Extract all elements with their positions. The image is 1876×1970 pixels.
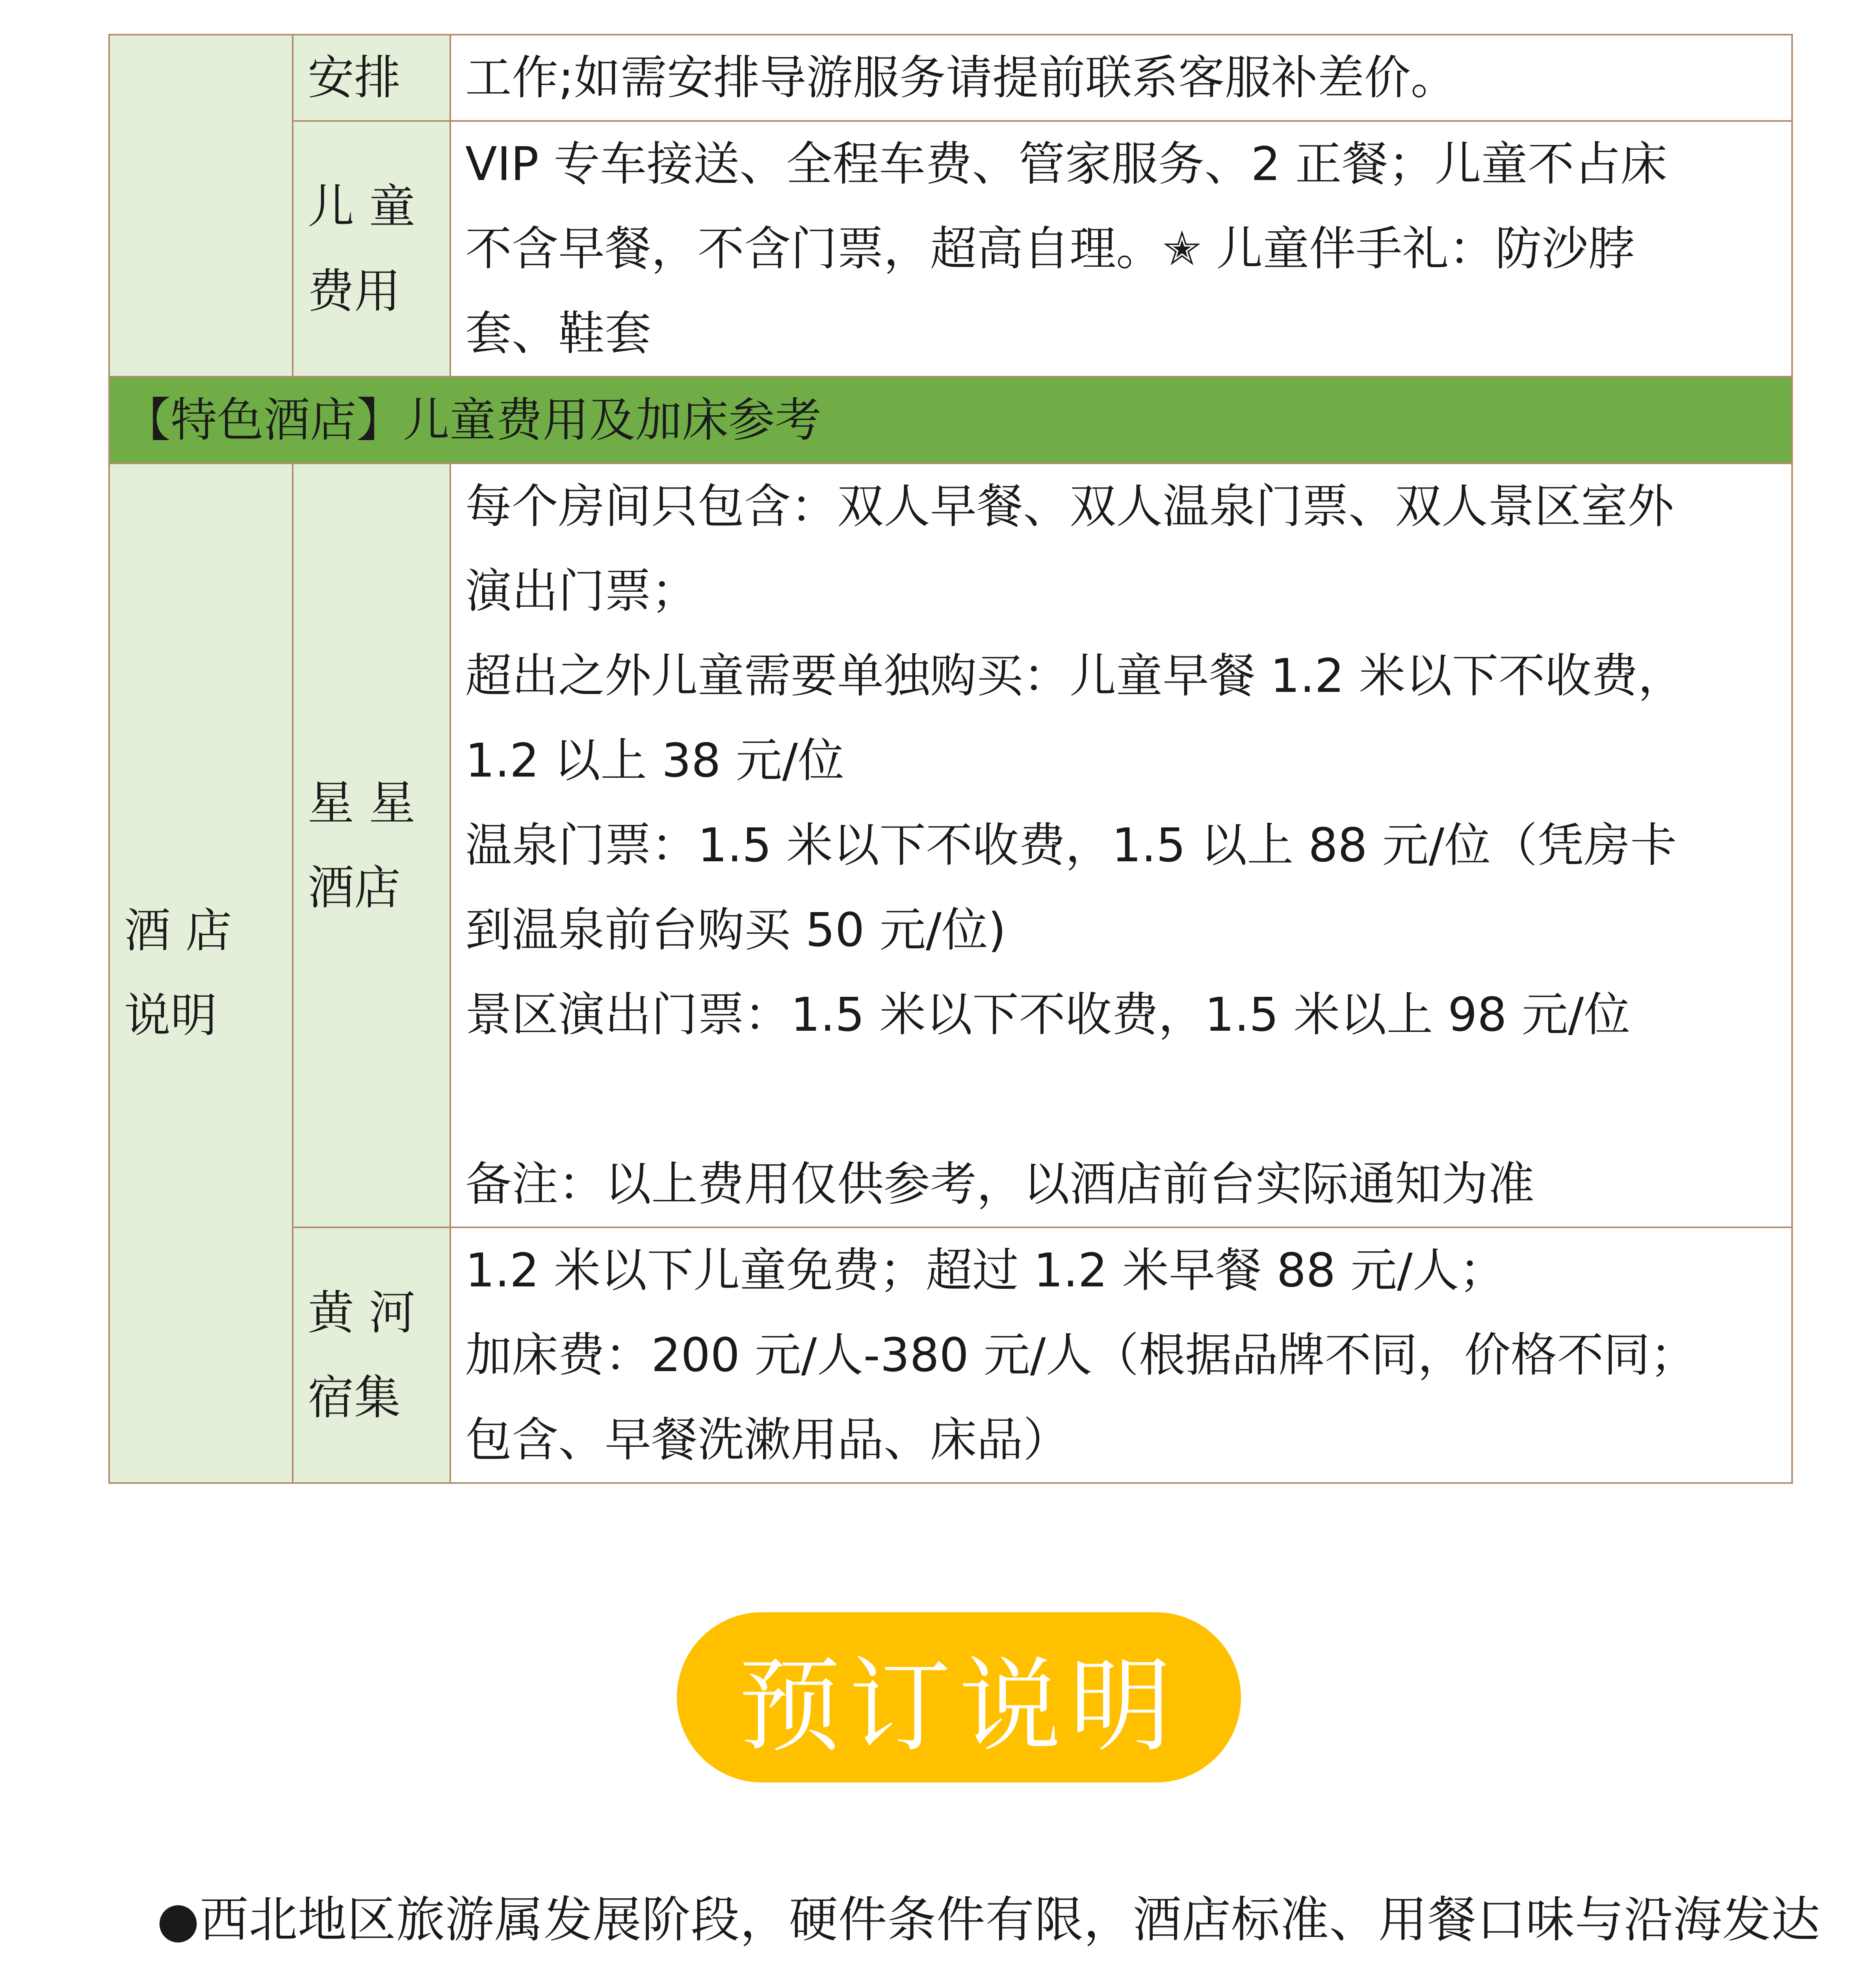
table-row — [109, 121, 1792, 377]
hotel-label: 星 星 酒店 — [293, 463, 450, 1227]
content-line: 演出门票； — [465, 564, 698, 618]
row-label: 儿 童 费用 — [293, 121, 450, 377]
row-content — [450, 121, 1792, 377]
booking-heading: 预订说明 — [738, 1647, 1179, 1766]
content-line: 温泉门票：1.5 米以下不收费，1.5 以上 88 元/位（凭房卡 — [465, 818, 1677, 872]
content-line: 工作;如需安排导游服务请提前联系客服补差价。 — [465, 50, 1457, 105]
empty-group-cell — [109, 35, 293, 377]
hotel-content — [450, 1227, 1792, 1483]
blank-line — [465, 1057, 1777, 1142]
section-band-row — [109, 377, 1792, 463]
hotel-label: 黄 河 宿集 — [293, 1227, 450, 1483]
content-line: 加床费：200 元/人-380 元/人（根据品牌不同，价格不同； — [465, 1328, 1697, 1382]
content-line: 超出之外儿童需要单独购买：儿童早餐 1.2 米以下不收费， — [465, 649, 1685, 703]
content-line: 1.2 米以下儿童免费；超过 1.2 米早餐 88 元/人； — [465, 1243, 1506, 1297]
content-line: 景区演出门票：1.5 米以下不收费，1.5 米以上 98 元/位 — [465, 987, 1631, 1042]
table-row — [109, 463, 1792, 1227]
content-line: 备注：以上费用仅供参考，以酒店前台实际通知为准 — [465, 1157, 1535, 1211]
note-paragraph: ●西北地区旅游属发展阶段，硬件条件有限，酒店标准、用餐口味与沿海发达 — [157, 1892, 1820, 1948]
booking-notes — [59, 1868, 1820, 1970]
hotel-content — [450, 463, 1792, 1227]
itinerary-info-table — [108, 34, 1793, 1484]
content-line: 1.2 以上 38 元/位 — [465, 733, 845, 788]
content-line: 包含、早餐洗漱用品、床品） — [465, 1412, 1070, 1467]
content-line: 到温泉前台购买 50 元/位) — [465, 903, 1006, 957]
hotel-group-label: 酒 店 说明 — [109, 463, 293, 1483]
booking-heading-pill — [677, 1612, 1241, 1782]
table-row — [109, 35, 1792, 121]
row-content — [450, 35, 1792, 121]
content-line: VIP 专车接送、全程车费、管家服务、2 正餐；儿童不占床 — [465, 137, 1667, 191]
section-band-title: 【特色酒店】儿童费用及加床参考 — [109, 377, 1792, 463]
table-row — [109, 1227, 1792, 1483]
row-label: 安排 — [293, 35, 450, 121]
content-line: 每个房间只包含：双人早餐、双人温泉门票、双人景区室外 — [465, 479, 1674, 533]
content-line: 不含早餐，不含门票，超高自理。✭ 儿童伴手礼：防沙脖 — [465, 221, 1635, 276]
content-line: 套、鞋套 — [465, 306, 652, 361]
